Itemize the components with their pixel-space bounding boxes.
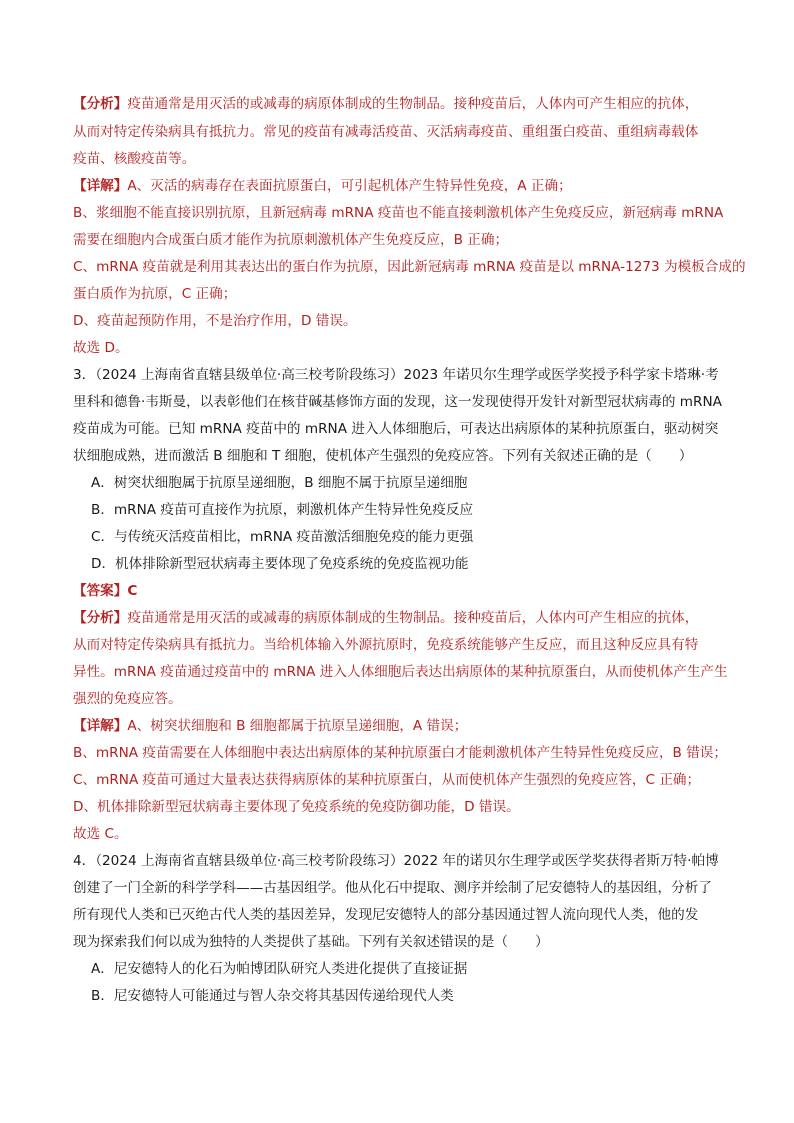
text-segment: 蛋白质作为抗原，C 正确； [73, 286, 237, 302]
text-segment: C、mRNA 疫苗就是利用其表达出的蛋白作为抗原，因此新冠病毒 mRNA 疫苗是以 mRNA-1273 为模板合成的 [73, 259, 746, 275]
text-segment: B．尼安德特人可能通过与智人杂交将其基因传递给现代人类 [91, 988, 454, 1004]
text-line [73, 663, 728, 681]
text-segment: B、浆细胞不能直接识别抗原，且新冠病毒 mRNA 疫苗也不能直接刺激机体产生免疫反应，新冠病毒 mRNA [73, 205, 724, 221]
text-segment: 强烈的免疫应答。 [73, 691, 182, 707]
text-segment: A．尼安德特人的化石为帕博团队研究人类进化提供了直接证据 [91, 961, 468, 977]
text-segment: 【分析】 [73, 96, 128, 112]
text-segment: 故选 D。 [73, 340, 129, 356]
text-line [73, 879, 723, 897]
text-segment: 【详解】 [73, 718, 128, 734]
text-line [73, 285, 723, 303]
text-segment: 疫苗通常是用灭活的或减毒的病原体制成的生物制品。接种疫苗后，人体内可产生相应的抗体， [127, 610, 699, 626]
text-line [73, 717, 723, 735]
option-line [91, 987, 741, 1005]
text-segment: B．mRNA 疫苗可直接作为抗原，刺激机体产生特异性免疫反应 [91, 502, 474, 518]
text-line [73, 609, 723, 627]
text-line [73, 933, 723, 951]
text-segment: 需要在细胞内合成蛋白质才能作为抗原刺激机体产生免疫反应，B 正确； [73, 232, 509, 248]
text-line [73, 123, 723, 141]
text-line [73, 258, 746, 276]
text-line [73, 420, 723, 438]
text-line [73, 636, 723, 654]
option-line [91, 474, 741, 492]
text-segment: 从而对特定传染病具有抵抗力。常见的疫苗有减毒活疫苗、灭活病毒疫苗、重组蛋白疫苗、重组病毒载体 [73, 124, 699, 140]
text-segment: D．机体排除新型冠状病毒主要体现了免疫系统的免疫监视功能 [91, 556, 469, 572]
text-segment: B、mRNA 疫苗需要在人体细胞中表达出病原体的某种抗原蛋白才能刺激机体产生特异性免疫反应，B 错误； [73, 745, 727, 761]
text-segment: 现为探索我们何以成为独特的人类提供了基础。下列有关叙述错误的是（ ） [73, 934, 549, 950]
text-line [73, 852, 723, 870]
text-segment: C、mRNA 疫苗可通过大量表达获得病原体的某种抗原蛋白，从而使机体产生强烈的免疫应答，C 正确； [73, 772, 701, 788]
text-line [73, 582, 723, 600]
text-segment: 从而对特定传染病具有抵抗力。当给机体输入外源抗原时，免疫系统能够产生反应，而且这种反应具有特 [73, 637, 699, 653]
text-segment: 创建了一门全新的科学学科——古基因组学。他从化石中提取、测序并绘制了尼安德特人的基因组，分析了 [73, 880, 712, 896]
text-line [73, 150, 723, 168]
text-segment: 里科和德鲁·韦斯曼，以表彰他们在核苷碱基修饰方面的发现，这一发现使得开发针对新型冠状病毒的 mRNA [73, 394, 722, 410]
text-segment: 状细胞成熟，进而激活 B 细胞和 T 细胞，使机体产生强烈的免疫应答。下列有关叙述正确的是（ ） [73, 448, 693, 464]
text-line [73, 393, 723, 411]
text-line [73, 906, 723, 924]
text-segment: 【答案】C [73, 583, 138, 599]
text-segment: 3．（2024 上海南省直辖县级单位·高三校考阶段练习）2023 年诺贝尔生理学或医学奖授予科学家卡塔琳·考 [73, 367, 719, 383]
text-segment: 疫苗、核酸疫苗等。 [73, 151, 196, 167]
text-line [73, 798, 723, 816]
text-line [73, 312, 723, 330]
text-line [73, 231, 723, 249]
option-line [91, 501, 741, 519]
text-line [73, 95, 723, 113]
text-line [73, 744, 727, 762]
text-segment: 疫苗成为可能。已知 mRNA 疫苗中的 mRNA 进入人体细胞后，可表达出病原体的某种抗原蛋白，驱动树突 [73, 421, 719, 437]
text-line [73, 771, 723, 789]
text-segment: D、机体排除新型冠状病毒主要体现了免疫系统的免疫防御功能，D 错误。 [73, 799, 520, 815]
text-segment: 疫苗通常是用灭活的或减毒的病原体制成的生物制品。接种疫苗后，人体内可产生相应的抗体， [127, 96, 699, 112]
option-line [91, 528, 741, 546]
text-segment: 【分析】 [73, 610, 128, 626]
text-line [73, 177, 723, 195]
text-segment: 所有现代人类和已灭绝古代人类的基因差异，发现尼安德特人的部分基因通过智人流向现代人类，他的发 [73, 907, 699, 923]
text-segment: 异性。mRNA 疫苗通过疫苗中的 mRNA 进入人体细胞后表达出病原体的某种抗原蛋白，从而使机体产生产生 [73, 664, 728, 680]
text-segment: 4．（2024 上海南省直辖县级单位·高三校考阶段练习）2022 年的诺贝尔生理学或医学奖获得者斯万特·帕博 [73, 853, 719, 869]
text-line [73, 204, 723, 222]
text-segment: A．树突状细胞属于抗原呈递细胞，B 细胞不属于抗原呈递细胞 [91, 475, 468, 491]
text-line [73, 366, 723, 384]
text-line [73, 339, 723, 357]
text-line [73, 447, 723, 465]
text-line [73, 825, 723, 843]
option-line [91, 960, 741, 978]
text-segment: A、树突状细胞和 B 细胞都属于抗原呈递细胞，A 错误； [127, 718, 468, 734]
text-segment: 【详解】 [73, 178, 128, 194]
text-segment: A、灭活的病毒存在表面抗原蛋白，可引起机体产生特异性免疫，A 正确； [127, 178, 572, 194]
text-segment: 故选 C。 [73, 826, 128, 842]
option-line [91, 555, 741, 573]
text-segment: D、疫苗起预防作用，不是治疗作用，D 错误。 [73, 313, 357, 329]
text-line [73, 690, 723, 708]
text-segment: C．与传统灭活疫苗相比，mRNA 疫苗激活细胞免疫的能力更强 [91, 529, 474, 545]
